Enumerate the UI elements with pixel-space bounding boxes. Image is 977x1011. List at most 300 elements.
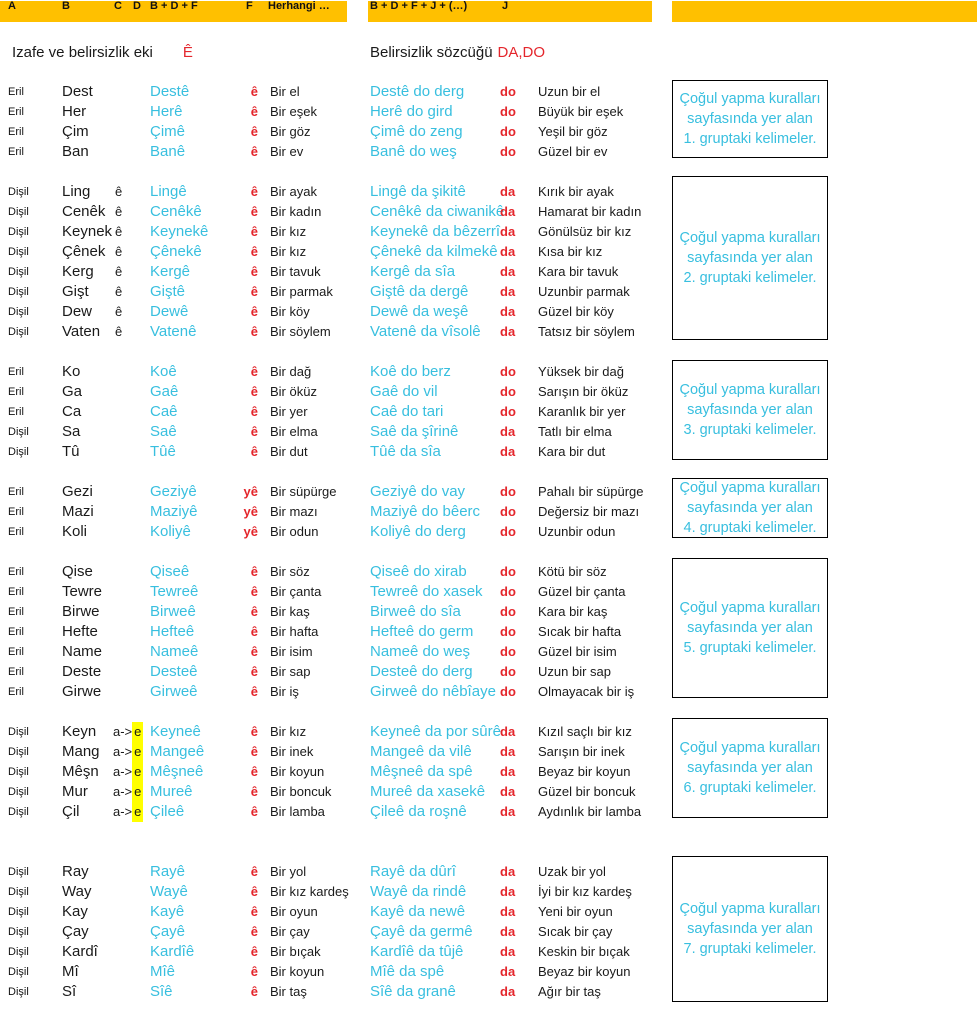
- example-noun-cell: Bir lamba: [270, 804, 325, 819]
- meaning-cell: Sarışın bir inek: [538, 744, 625, 759]
- phrase-cell: Mêşneê da spê: [370, 763, 473, 780]
- meaning-cell: Keskin bir bıçak: [538, 944, 630, 959]
- word-cell: Çay: [62, 923, 89, 940]
- meaning-cell: Ağır bir taş: [538, 984, 601, 999]
- suffix-f-cell: yê: [243, 524, 258, 539]
- suffix-f-cell: ê: [250, 124, 258, 139]
- meaning-cell: Yeşil bir göz: [538, 124, 608, 139]
- gender-cell: Eril: [8, 586, 24, 598]
- group-note-line: Çoğul yapma kuralları: [679, 91, 821, 107]
- example-noun-cell: Bir tavuk: [270, 264, 321, 279]
- vowel-change-prefix: a->: [113, 804, 133, 819]
- suffix-f-cell: yê: [243, 504, 258, 519]
- word-with-suffix-cell: Çimê: [150, 123, 186, 140]
- example-noun-cell: Bir mazı: [270, 504, 318, 519]
- meaning-cell: Kara bir tavuk: [538, 264, 619, 279]
- phrase-cell: Rayê da dûrî: [370, 863, 456, 880]
- meaning-cell: Kötü bir söz: [538, 564, 607, 579]
- phrase-cell: Herê do gird: [370, 103, 453, 120]
- group-note-line: 4. gruptaki kelimeler.: [683, 520, 817, 536]
- suffix-f-cell: ê: [250, 884, 258, 899]
- word-cell: Name: [62, 643, 103, 660]
- group-note-line: sayfasında yer alan: [687, 760, 813, 776]
- suffix-f-cell: ê: [250, 284, 258, 299]
- phrase-cell: Koê do berz: [370, 363, 451, 380]
- example-noun-cell: Bir kız: [270, 244, 307, 259]
- vowel-change-prefix: a->: [113, 724, 133, 739]
- particle-j-cell: da: [500, 264, 516, 279]
- word-with-suffix-cell: Nameê: [150, 643, 199, 660]
- word-with-suffix-cell: Rayê: [150, 863, 186, 880]
- word-cell: Tewre: [62, 583, 103, 600]
- example-noun-cell: Bir kaş: [270, 604, 310, 619]
- gender-cell: Eril: [8, 646, 24, 658]
- phrase-cell: Cenêkê da ciwanikê: [370, 203, 505, 220]
- word-cell: Qise: [62, 563, 93, 580]
- word-with-suffix-cell: Qiseê: [150, 563, 190, 580]
- example-noun-cell: Bir koyun: [270, 764, 325, 779]
- gender-cell: Dişil: [8, 986, 29, 998]
- gender-cell: Eril: [8, 606, 24, 618]
- suffix-f-cell: ê: [250, 244, 258, 259]
- word-cell: Mur: [62, 783, 88, 800]
- phrase-cell: Caê do tari: [370, 403, 444, 420]
- phrase-cell: Tûê da sîa: [370, 443, 441, 460]
- group-note-line: sayfasında yer alan: [687, 402, 813, 418]
- suffix-f-cell: ê: [250, 684, 258, 699]
- suffix-f-cell: ê: [250, 584, 258, 599]
- highlighted-vowel: e: [132, 782, 143, 802]
- example-noun-cell: Bir çay: [270, 924, 310, 939]
- meaning-cell: Kısa bir kız: [538, 244, 603, 259]
- column-header-label: F: [246, 0, 253, 12]
- example-noun-cell: Bir parmak: [270, 284, 333, 299]
- gender-cell: Eril: [8, 386, 24, 398]
- phrase-cell: Kayê da newê: [370, 903, 466, 920]
- word-with-suffix-cell: Caê: [150, 403, 178, 420]
- example-noun-cell: Bir öküz: [270, 384, 317, 399]
- meaning-cell: Tatsız bir söylem: [538, 324, 635, 339]
- highlighted-vowel: e: [132, 802, 143, 822]
- meaning-cell: Güzel bir ev: [538, 144, 608, 159]
- phrase-cell: Çileê da roşnê: [370, 803, 467, 820]
- suffix-f-cell: ê: [250, 444, 258, 459]
- gender-cell: Dişil: [8, 946, 29, 958]
- column-header-label: B + D + F + J + (…): [370, 0, 468, 12]
- group-note-line: 1. gruptaki kelimeler.: [683, 131, 817, 147]
- example-noun-cell: Bir taş: [270, 984, 307, 999]
- column-header-label: B: [62, 0, 70, 12]
- word-cell: Hefte: [62, 623, 98, 640]
- word-cell: Gişt: [62, 283, 89, 300]
- word-cell: Dew: [62, 303, 93, 320]
- example-noun-cell: Bir kadın: [270, 204, 322, 219]
- suffix-f-cell: ê: [250, 384, 258, 399]
- gender-cell: Dişil: [8, 446, 29, 458]
- word-cell: Vaten: [62, 323, 101, 340]
- phrase-cell: Girweê do nêbîaye: [370, 683, 496, 700]
- word-cell: Mî: [62, 963, 79, 980]
- meaning-cell: Kırık bir ayak: [538, 184, 614, 199]
- word-with-suffix-cell: Mureê: [150, 783, 193, 800]
- group-note-line: Çoğul yapma kuralları: [679, 740, 821, 756]
- word-cell: Koli: [62, 523, 88, 540]
- phrase-cell: Sîê da granê: [370, 983, 456, 1000]
- word-cell: Tû: [62, 443, 80, 460]
- group-note-line: sayfasında yer alan: [687, 500, 813, 516]
- example-noun-cell: Bir ev: [270, 144, 304, 159]
- word-with-suffix-cell: Mêşneê: [150, 763, 204, 780]
- word-cell: Ko: [62, 363, 81, 380]
- meaning-cell: İyi bir kız kardeş: [538, 884, 632, 899]
- word-with-suffix-cell: Saê: [150, 423, 177, 440]
- gender-cell: Dişil: [8, 246, 29, 258]
- example-noun-cell: Bir boncuk: [270, 784, 332, 799]
- phrase-cell: Kergê da sîa: [370, 263, 456, 280]
- gender-cell: Dişil: [8, 306, 29, 318]
- word-with-suffix-cell: Koliyê: [150, 523, 191, 540]
- particle-j-cell: da: [500, 284, 516, 299]
- suffix-f-cell: ê: [250, 744, 258, 759]
- gender-cell: Dişil: [8, 806, 29, 818]
- gender-cell: Dişil: [8, 886, 29, 898]
- meaning-cell: Değersiz bir mazı: [538, 504, 640, 519]
- group-note-box: [672, 360, 828, 460]
- phrase-cell: Giştê da dergê: [370, 283, 469, 300]
- suffix-f-cell: ê: [250, 904, 258, 919]
- word-cell: Mazi: [62, 503, 94, 520]
- left-title-suffix: Ê: [182, 44, 193, 61]
- gender-cell: Eril: [8, 686, 24, 698]
- example-noun-cell: Bir söylem: [270, 324, 331, 339]
- word-cell: Gezi: [62, 483, 93, 500]
- word-cell: Ray: [62, 863, 89, 880]
- word-cell: Girwe: [62, 683, 102, 700]
- example-noun-cell: Bir çanta: [270, 584, 322, 599]
- word-cell: Keyn: [62, 723, 97, 740]
- example-noun-cell: Bir süpürge: [270, 484, 337, 499]
- group-note-line: 5. gruptaki kelimeler.: [683, 640, 817, 656]
- left-section-title: [12, 44, 193, 61]
- particle-j-cell: do: [500, 104, 516, 119]
- suffix-c-cell: ê: [115, 244, 123, 259]
- particle-j-cell: da: [500, 204, 516, 219]
- example-noun-cell: Bir söz: [270, 564, 310, 579]
- particle-j-cell: da: [500, 984, 516, 999]
- word-cell: Her: [62, 103, 87, 120]
- phrase-cell: Hefteê do germ: [370, 623, 474, 640]
- word-with-suffix-cell: Girweê: [150, 683, 198, 700]
- suffix-f-cell: ê: [250, 624, 258, 639]
- suffix-f-cell: ê: [250, 364, 258, 379]
- suffix-f-cell: ê: [250, 724, 258, 739]
- meaning-cell: Kızıl saçlı bir kız: [538, 724, 632, 739]
- group-note-line: Çoğul yapma kuralları: [679, 382, 821, 398]
- meaning-cell: Güzel bir çanta: [538, 584, 626, 599]
- example-noun-cell: Bir göz: [270, 124, 311, 139]
- particle-j-cell: do: [500, 144, 516, 159]
- example-noun-cell: Bir oyun: [270, 904, 318, 919]
- word-with-suffix-cell: Destê: [150, 83, 190, 100]
- suffix-f-cell: ê: [250, 204, 258, 219]
- suffix-c-cell: ê: [115, 324, 123, 339]
- word-cell: Çênek: [62, 243, 106, 260]
- word-cell: Ca: [62, 403, 82, 420]
- word-with-suffix-cell: Kayê: [150, 903, 185, 920]
- word-cell: Ga: [62, 383, 83, 400]
- gender-cell: Eril: [8, 146, 24, 158]
- gender-cell: Dişil: [8, 186, 29, 198]
- word-with-suffix-cell: Çênekê: [150, 243, 202, 260]
- meaning-cell: Yüksek bir dağ: [538, 364, 624, 379]
- example-noun-cell: Bir bıçak: [270, 944, 321, 959]
- meaning-cell: Pahalı bir süpürge: [538, 484, 644, 499]
- phrase-cell: Gaê do vil: [370, 383, 438, 400]
- meaning-cell: Uzun bir el: [538, 84, 601, 99]
- phrase-cell: Desteê do derg: [370, 663, 473, 680]
- gender-cell: Eril: [8, 106, 24, 118]
- particle-j-cell: da: [500, 224, 516, 239]
- group-note-box: [672, 558, 828, 698]
- word-cell: Ling: [62, 183, 91, 200]
- gender-cell: Dişil: [8, 266, 29, 278]
- phrase-cell: Mureê da xasekê: [370, 783, 486, 800]
- phrase-cell: Qiseê do xirab: [370, 563, 467, 580]
- particle-j-cell: do: [500, 684, 516, 699]
- particle-j-cell: do: [500, 604, 516, 619]
- particle-j-cell: da: [500, 184, 516, 199]
- suffix-f-cell: yê: [243, 484, 258, 499]
- group-note-line: sayfasında yer alan: [687, 620, 813, 636]
- suffix-f-cell: ê: [250, 604, 258, 619]
- word-with-suffix-cell: Geziyê: [150, 483, 197, 500]
- particle-j-cell: do: [500, 564, 516, 579]
- vowel-change-cell: [113, 802, 143, 822]
- suffix-f-cell: ê: [250, 864, 258, 879]
- particle-j-cell: da: [500, 744, 516, 759]
- word-cell: Kerg: [62, 263, 94, 280]
- word-with-suffix-cell: Çileê: [150, 803, 185, 820]
- gender-cell: Eril: [8, 366, 24, 378]
- word-with-suffix-cell: Vatenê: [150, 323, 197, 340]
- suffix-f-cell: ê: [250, 424, 258, 439]
- meaning-cell: Güzel bir boncuk: [538, 784, 636, 799]
- vowel-change-cell: [113, 762, 143, 782]
- word-with-suffix-cell: Banê: [150, 143, 186, 160]
- word-with-suffix-cell: Çayê: [150, 923, 186, 940]
- word-cell: Mêşn: [62, 763, 99, 780]
- word-with-suffix-cell: Mîê: [150, 963, 176, 980]
- word-with-suffix-cell: Keynekê: [150, 223, 209, 240]
- word-cell: Mang: [62, 743, 100, 760]
- gender-cell: Dişil: [8, 286, 29, 298]
- particle-j-cell: da: [500, 804, 516, 819]
- gender-cell: Eril: [8, 526, 24, 538]
- meaning-cell: Güzel bir köy: [538, 304, 614, 319]
- word-cell: Dest: [62, 83, 93, 100]
- right-section-title: [370, 44, 545, 61]
- word-cell: Deste: [62, 663, 102, 680]
- phrase-cell: Dewê da weşê: [370, 303, 469, 320]
- gender-cell: Eril: [8, 626, 24, 638]
- suffix-c-cell: ê: [115, 304, 123, 319]
- suffix-f-cell: ê: [250, 304, 258, 319]
- suffix-f-cell: ê: [250, 324, 258, 339]
- meaning-cell: Sarışın bir öküz: [538, 384, 629, 399]
- example-noun-cell: Bir yol: [270, 864, 307, 879]
- particle-j-cell: do: [500, 404, 516, 419]
- particle-j-cell: do: [500, 484, 516, 499]
- word-with-suffix-cell: Tewreê: [150, 583, 199, 600]
- gender-cell: Dişil: [8, 426, 29, 438]
- word-cell: Way: [62, 883, 92, 900]
- word-with-suffix-cell: Cenêkê: [150, 203, 202, 220]
- group-note-line: 7. gruptaki kelimeler.: [683, 941, 817, 957]
- suffix-c-cell: ê: [115, 204, 123, 219]
- suffix-f-cell: ê: [250, 924, 258, 939]
- suffix-f-cell: ê: [250, 784, 258, 799]
- word-with-suffix-cell: Keyneê: [150, 723, 201, 740]
- vowel-change-prefix: a->: [113, 744, 133, 759]
- phrase-cell: Wayê da rindê: [370, 883, 467, 900]
- meaning-cell: Uzun bir sap: [538, 664, 611, 679]
- particle-j-cell: do: [500, 84, 516, 99]
- column-header-label: Herhangi …: [268, 0, 330, 12]
- example-noun-cell: Bir dut: [270, 444, 308, 459]
- meaning-cell: Aydınlık bir lamba: [538, 804, 642, 819]
- phrase-cell: Banê do weş: [370, 143, 457, 160]
- gender-cell: Dişil: [8, 966, 29, 978]
- gender-cell: Dişil: [8, 786, 29, 798]
- phrase-cell: Keyneê da por sûrê: [370, 723, 501, 740]
- suffix-f-cell: ê: [250, 944, 258, 959]
- gender-cell: Eril: [8, 86, 24, 98]
- particle-j-cell: da: [500, 304, 516, 319]
- group-note-line: 2. gruptaki kelimeler.: [683, 270, 817, 286]
- word-with-suffix-cell: Tûê: [150, 443, 176, 460]
- phrase-cell: Destê do derg: [370, 83, 465, 100]
- word-cell: Ban: [62, 143, 89, 160]
- suffix-f-cell: ê: [250, 804, 258, 819]
- particle-j-cell: da: [500, 864, 516, 879]
- word-with-suffix-cell: Maziyê: [150, 503, 198, 520]
- particle-j-cell: da: [500, 944, 516, 959]
- suffix-f-cell: ê: [250, 264, 258, 279]
- group-note-line: Çoğul yapma kuralları: [679, 480, 821, 496]
- column-header-label: B + D + F: [150, 0, 198, 12]
- suffix-f-cell: ê: [250, 664, 258, 679]
- particle-j-cell: da: [500, 724, 516, 739]
- example-noun-cell: Bir elma: [270, 424, 318, 439]
- example-noun-cell: Bir odun: [270, 524, 319, 539]
- meaning-cell: Uzunbir parmak: [538, 284, 630, 299]
- gender-cell: Dişil: [8, 206, 29, 218]
- meaning-cell: Sıcak bir çay: [538, 924, 613, 939]
- particle-j-cell: da: [500, 884, 516, 899]
- group-note-box: [672, 80, 828, 158]
- suffix-f-cell: ê: [250, 644, 258, 659]
- particle-j-cell: da: [500, 904, 516, 919]
- suffix-c-cell: ê: [115, 184, 123, 199]
- particle-j-cell: do: [500, 624, 516, 639]
- group-note-line: 6. gruptaki kelimeler.: [683, 780, 817, 796]
- example-noun-cell: Bir kız: [270, 224, 307, 239]
- particle-j-cell: da: [500, 424, 516, 439]
- group-note-line: 3. gruptaki kelimeler.: [683, 422, 817, 438]
- column-header-label: C: [114, 0, 122, 12]
- gender-cell: Dişil: [8, 726, 29, 738]
- word-cell: Kay: [62, 903, 88, 920]
- gender-cell: Eril: [8, 506, 24, 518]
- particle-j-cell: do: [500, 664, 516, 679]
- particle-j-cell: da: [500, 244, 516, 259]
- gender-cell: Dişil: [8, 746, 29, 758]
- phrase-cell: Keynekê da bêzerrî: [370, 223, 501, 240]
- particle-j-cell: do: [500, 524, 516, 539]
- group-note-box: [672, 176, 828, 340]
- particle-j-cell: da: [500, 964, 516, 979]
- example-noun-cell: Bir dağ: [270, 364, 312, 379]
- gender-cell: Dişil: [8, 326, 29, 338]
- gender-cell: Eril: [8, 666, 24, 678]
- example-noun-cell: Bir kız kardeş: [270, 884, 349, 899]
- suffix-c-cell: ê: [115, 284, 123, 299]
- suffix-f-cell: ê: [250, 564, 258, 579]
- suffix-f-cell: ê: [250, 224, 258, 239]
- example-noun-cell: Bir inek: [270, 744, 314, 759]
- vowel-change-cell: [113, 742, 143, 762]
- example-noun-cell: Bir iş: [270, 684, 299, 699]
- word-with-suffix-cell: Birweê: [150, 603, 196, 620]
- word-with-suffix-cell: Mangeê: [150, 743, 205, 760]
- gender-cell: Dişil: [8, 926, 29, 938]
- particle-j-cell: da: [500, 444, 516, 459]
- phrase-cell: Vatenê da vîsolê: [370, 323, 481, 340]
- column-header-label: D: [133, 0, 141, 12]
- particle-j-cell: do: [500, 584, 516, 599]
- right-title-text: Belirsizlik sözcüğü: [370, 44, 493, 61]
- gender-cell: Eril: [8, 486, 24, 498]
- vowel-change-prefix: a->: [113, 784, 133, 799]
- particle-j-cell: do: [500, 364, 516, 379]
- phrase-cell: Geziyê do vay: [370, 483, 466, 500]
- word-cell: Sî: [62, 983, 77, 1000]
- example-noun-cell: Bir köy: [270, 304, 310, 319]
- phrase-cell: Kardîê da tûjê: [370, 943, 464, 960]
- meaning-cell: Yeni bir oyun: [538, 904, 613, 919]
- meaning-cell: Gönülsüz bir kız: [538, 224, 632, 239]
- particle-j-cell: do: [500, 644, 516, 659]
- meaning-cell: Olmayacak bir iş: [538, 684, 635, 699]
- example-noun-cell: Bir koyun: [270, 964, 325, 979]
- particle-j-cell: da: [500, 784, 516, 799]
- phrase-cell: Çimê do zeng: [370, 123, 463, 140]
- word-cell: Sa: [62, 423, 81, 440]
- meaning-cell: Uzunbir odun: [538, 524, 616, 539]
- phrase-cell: Nameê do weş: [370, 643, 471, 660]
- word-cell: Kardî: [62, 943, 98, 960]
- phrase-cell: Maziyê do bêerc: [370, 503, 481, 520]
- word-with-suffix-cell: Kardîê: [150, 943, 195, 960]
- suffix-f-cell: ê: [250, 764, 258, 779]
- word-cell: Birwe: [62, 603, 100, 620]
- phrase-cell: Birweê do sîa: [370, 603, 461, 620]
- phrase-cell: Tewreê do xasek: [370, 583, 483, 600]
- gender-cell: Dişil: [8, 226, 29, 238]
- group-note-line: Çoğul yapma kuralları: [679, 901, 821, 917]
- suffix-f-cell: ê: [250, 984, 258, 999]
- example-noun-cell: Bir ayak: [270, 184, 317, 199]
